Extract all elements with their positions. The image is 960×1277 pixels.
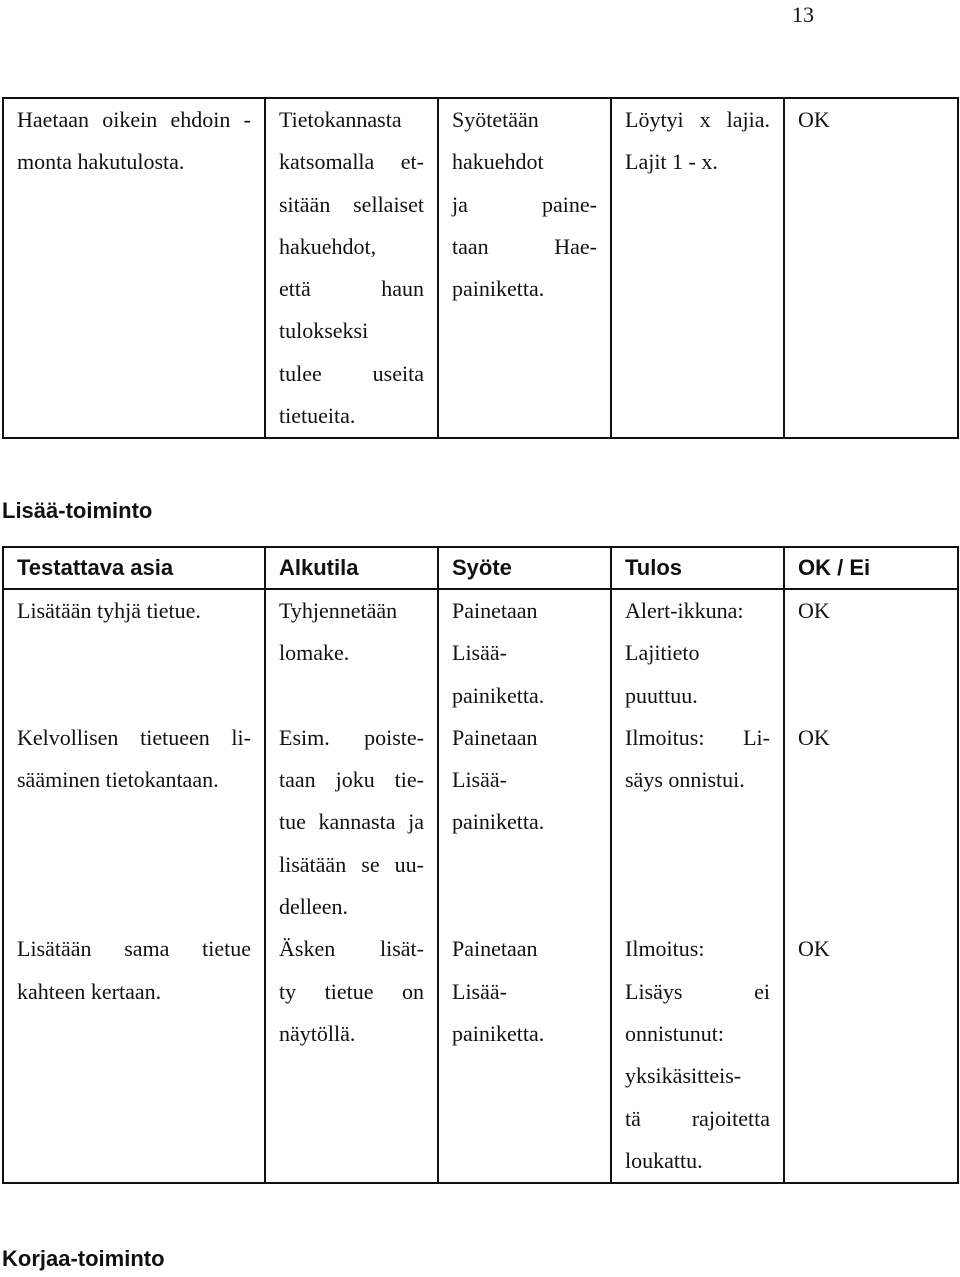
cell-line: Ilmoitus: (625, 936, 705, 962)
cell-word: ja (452, 191, 468, 217)
subject-cell (3, 98, 265, 438)
cell-line: Tietokannasta (279, 107, 402, 132)
cell-line (279, 717, 424, 759)
cell-line: OK (798, 936, 830, 962)
result-cell (611, 928, 784, 1183)
cell-word: Äsken (279, 936, 336, 962)
cell-word: lajia. (726, 107, 770, 132)
cell-line (279, 184, 424, 226)
input-cell (438, 98, 611, 438)
header-precondition: Alkutila (265, 547, 438, 589)
result-cell (611, 98, 784, 438)
add-table-body (3, 589, 958, 1183)
cell-line (279, 844, 424, 886)
cell-word: se (361, 851, 380, 877)
header-status: OK / Ei (784, 547, 958, 589)
cell-word: taan (279, 767, 316, 793)
cell-line: näytöllä. (279, 1020, 356, 1046)
cell-line: Lisää- (452, 978, 507, 1004)
cell-word: tue (279, 809, 306, 835)
cell-line: OK (798, 598, 830, 623)
cell-line: Painetaan (452, 724, 538, 750)
precondition-cell (265, 589, 438, 717)
header-input: Syöte (438, 547, 611, 589)
header-subject: Testattava asia (3, 547, 265, 589)
cell-line: Lisätään tyhjä tietue. (17, 598, 201, 623)
cell-word: poiste- (364, 724, 424, 750)
cell-line: sääminen tietokantaan. (17, 767, 219, 793)
status-cell (784, 589, 958, 717)
cell-line (279, 353, 424, 395)
cell-line (279, 141, 424, 183)
cell-word: katsomalla (279, 149, 375, 175)
cell-line: loukattu. (625, 1147, 703, 1173)
cell-line: Syötetään (452, 107, 539, 132)
cell-line (625, 971, 770, 1013)
cell-line: kahteen kertaan. (17, 978, 162, 1004)
result-cell (611, 717, 784, 928)
cell-word: ei (754, 978, 770, 1004)
cell-line: säys onnistui. (625, 767, 745, 793)
cell-word: sitään (279, 191, 331, 217)
cell-line: lomake. (279, 640, 350, 666)
cell-line: painiketta. (452, 1020, 545, 1046)
cell-word: taan (452, 233, 489, 259)
cell-word: sellaiset (353, 191, 424, 217)
subject-cell (3, 717, 265, 928)
table-header-row (3, 547, 958, 589)
cell-line: Lisää- (452, 767, 507, 793)
cell-word: uu- (394, 851, 424, 877)
cell-line (625, 1098, 770, 1140)
cell-word: tulee (279, 360, 322, 386)
section-heading-add: Lisää-toiminto (2, 498, 153, 523)
cell-word: x (699, 107, 711, 132)
input-cell (438, 589, 611, 717)
cell-word: ehdoin (170, 107, 231, 132)
cell-word: Haetaan (17, 107, 90, 132)
cell-word: tietue (202, 936, 251, 962)
page-number: 13 (792, 2, 814, 27)
cell-line (279, 801, 424, 843)
table-row (3, 589, 958, 717)
cell-line: Painetaan (452, 598, 538, 623)
cell-word: tie- (394, 767, 424, 793)
header-result: Tulos (611, 547, 784, 589)
cell-word: joku (335, 767, 375, 793)
cell-word: tietueen (140, 724, 210, 750)
cell-line: onnistunut: (625, 1020, 725, 1046)
cell-word: Hae- (554, 233, 597, 259)
cell-word: Lisätään (17, 936, 92, 962)
cell-word: ty (279, 978, 297, 1004)
cell-word: li- (231, 724, 251, 750)
table-row (3, 98, 958, 438)
cell-word: Esim. (279, 724, 330, 750)
cell-line (279, 971, 424, 1013)
cell-word: lisätään (279, 851, 347, 877)
precondition-cell (265, 98, 438, 438)
cell-line: Alert-ikkuna: (625, 598, 744, 623)
cell-line: painiketta. (452, 276, 545, 302)
cell-line: yksikäsitteis- (625, 1063, 742, 1089)
cell-word: rajoitetta (691, 1105, 770, 1131)
cell-line: monta hakutulosta. (17, 149, 185, 175)
cell-line: hakuehdot, (279, 233, 377, 259)
cell-line (17, 99, 251, 141)
cell-word: haun (381, 276, 424, 302)
status-cell (784, 98, 958, 438)
cell-line: tulokseksi (279, 318, 369, 344)
table-row (3, 928, 958, 1183)
status-cell (784, 928, 958, 1183)
cell-word: Li- (743, 724, 770, 750)
cell-word: - (243, 107, 251, 132)
cell-line (452, 226, 597, 268)
cell-word: että (279, 276, 311, 302)
cell-word: sama (124, 936, 170, 962)
subject-cell (3, 589, 265, 717)
search-table-body (3, 98, 958, 438)
result-cell (611, 589, 784, 717)
cell-line (279, 928, 424, 970)
cell-word: tietue (324, 978, 374, 1004)
input-cell (438, 928, 611, 1183)
input-cell (438, 717, 611, 928)
cell-line (279, 759, 424, 801)
cell-word: ja (408, 809, 424, 835)
section-heading-fix: Korjaa-toiminto (2, 1246, 165, 1271)
subject-cell (3, 928, 265, 1183)
cell-line: OK (798, 724, 830, 750)
cell-word: paine- (542, 191, 597, 217)
cell-line: Tyhjennetään (279, 598, 398, 623)
cell-line (17, 717, 251, 759)
add-test-table (2, 546, 959, 1184)
status-cell (784, 717, 958, 928)
cell-word: Löytyi (625, 107, 684, 132)
cell-line: tietueita. (279, 403, 356, 429)
cell-word: Kelvollisen (17, 724, 119, 750)
cell-word: Ilmoitus: (625, 724, 705, 750)
cell-line: Lajitieto (625, 640, 700, 666)
precondition-cell (265, 717, 438, 928)
cell-line (17, 928, 251, 970)
cell-line: Lisää- (452, 640, 507, 666)
table-row (3, 717, 958, 928)
precondition-cell (265, 928, 438, 1183)
search-test-table (2, 97, 959, 439)
cell-word: lisät- (380, 936, 424, 962)
cell-line (625, 99, 770, 141)
cell-word: kannasta (318, 809, 396, 835)
cell-word: oikein (102, 107, 158, 132)
cell-word: et- (400, 149, 424, 175)
cell-word: Lisäys (625, 978, 683, 1004)
cell-line: OK (798, 107, 830, 132)
cell-line: delleen. (279, 894, 349, 920)
cell-line (452, 184, 597, 226)
cell-line: puuttuu. (625, 682, 698, 708)
cell-word: tä (625, 1105, 641, 1131)
cell-line: Lajit 1 - x. (625, 149, 718, 175)
cell-line: painiketta. (452, 682, 545, 708)
cell-word: on (402, 978, 424, 1004)
cell-line: painiketta. (452, 809, 545, 835)
cell-line: Painetaan (452, 936, 538, 962)
cell-line (279, 268, 424, 310)
cell-line (625, 717, 770, 759)
cell-word: useita (372, 360, 424, 386)
cell-line: hakuehdot (452, 149, 544, 175)
